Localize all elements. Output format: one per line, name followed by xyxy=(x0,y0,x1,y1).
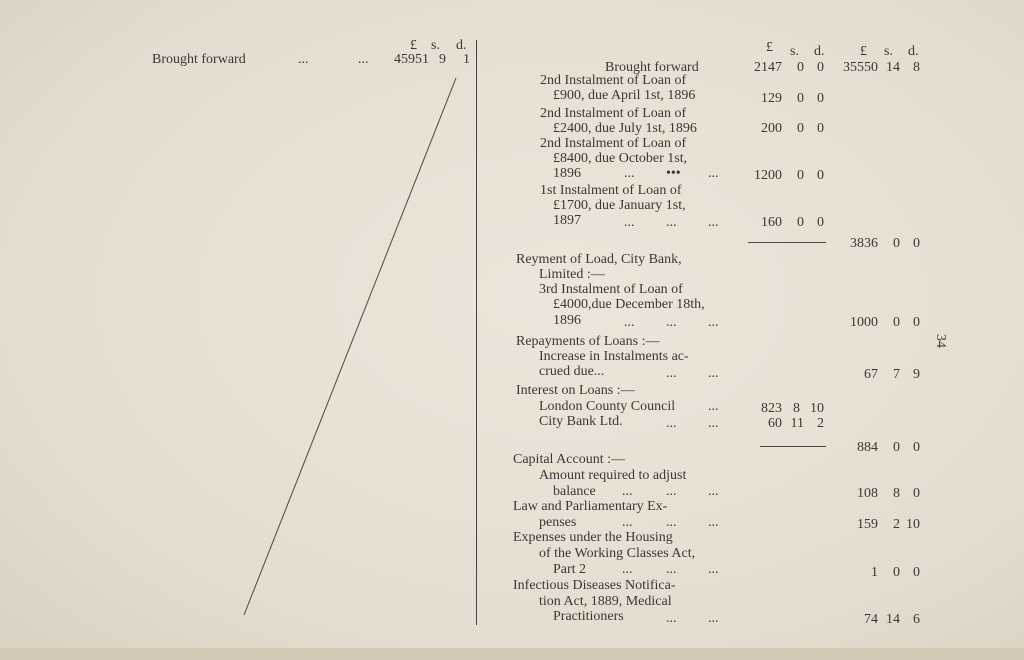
capital-line2: Amount required to adjust xyxy=(539,468,687,483)
city-bank-line1: Reyment of Load, City Bank, xyxy=(516,252,682,267)
interest-total-shillings: 0 xyxy=(893,440,900,455)
infectious-pounds: 74 xyxy=(864,612,878,627)
loan-900-line1: 2nd Instalment of Loan of xyxy=(540,73,687,88)
repayments-line2: Increase in Instalments ac- xyxy=(539,349,689,364)
loan-1700-shillings: 0 xyxy=(797,215,804,230)
bf-c2-pounds: 35550 xyxy=(843,60,878,75)
left-header-pounds: £ xyxy=(410,38,417,53)
loan-2400-pounds: 200 xyxy=(761,121,782,136)
capital-dots2: ... xyxy=(666,484,677,499)
law-shillings: 2 xyxy=(893,517,900,532)
capital-line1: Capital Account :— xyxy=(513,452,625,467)
loan-1700-line2: £1700, due January 1st, xyxy=(553,198,686,213)
city-bank-line2: Limited :— xyxy=(539,267,605,282)
interest-rule xyxy=(760,446,826,447)
right-header-pence2: d. xyxy=(908,44,919,59)
infectious-shillings: 14 xyxy=(886,612,900,627)
infectious-pence: 6 xyxy=(913,612,920,627)
loan-1700-pounds: 160 xyxy=(761,215,782,230)
left-brought-forward-shillings: 9 xyxy=(439,52,446,67)
loan-8400-line1: 2nd Instalment of Loan of xyxy=(540,136,687,151)
loan-8400-pounds: 1200 xyxy=(754,168,782,183)
repayments-pounds: 67 xyxy=(864,367,878,382)
loan-8400-line2: £8400, due October 1st, xyxy=(553,151,688,166)
city-bank-pence: 0 xyxy=(913,315,920,330)
repayments-line1: Repayments of Loans :— xyxy=(516,334,660,349)
loan-8400-dots2: ••• xyxy=(666,166,681,181)
page-number: 34 xyxy=(933,334,948,348)
loan-1700-line3: 1897 xyxy=(553,213,581,228)
right-header-pounds1: £ xyxy=(766,40,773,55)
loan-8400-dots: ... xyxy=(624,166,635,181)
interest-cb-pounds: 60 xyxy=(768,416,782,431)
housing-line2: of the Working Classes Act, xyxy=(539,546,696,561)
interest-lcc-label: London County Council xyxy=(539,399,676,414)
loan-1700-dots: ... xyxy=(624,215,635,230)
capital-pounds: 108 xyxy=(857,486,878,501)
loan-8400-dots3: ... xyxy=(708,166,719,181)
loan-8400-line3: 1896 xyxy=(553,166,581,181)
right-brought-forward-label: Brought forward xyxy=(605,60,699,75)
left-brought-forward-pounds: 45951 xyxy=(394,52,429,67)
interest-heading: Interest on Loans :— xyxy=(516,383,635,398)
left-brought-forward-pence: 1 xyxy=(463,52,470,67)
repayments-line3: crued due... xyxy=(539,364,605,379)
left-brought-forward-label: Brought forward xyxy=(152,52,246,67)
city-bank-dots: ... xyxy=(624,315,635,330)
repayments-shillings: 7 xyxy=(893,367,900,382)
loan-1700-dots2: ... xyxy=(666,215,677,230)
interest-cb-pence: 2 xyxy=(817,416,824,431)
subtotal-shillings: 0 xyxy=(893,236,900,251)
capital-shillings: 8 xyxy=(893,486,900,501)
loan-1700-dots3: ... xyxy=(708,215,719,230)
city-bank-line5: 1896 xyxy=(553,313,581,328)
housing-pence: 0 xyxy=(913,565,920,580)
loan-2400-shillings: 0 xyxy=(797,121,804,136)
repayments-pence: 9 xyxy=(913,367,920,382)
right-header-shillings1: s. xyxy=(790,44,799,59)
capital-line3: balance xyxy=(553,484,596,499)
bf-c1-pounds: 2147 xyxy=(754,60,782,75)
law-pounds: 159 xyxy=(857,517,878,532)
loan-1700-line1: 1st Instalment of Loan of xyxy=(540,183,682,198)
bf-c2-shillings: 14 xyxy=(886,60,900,75)
law-pence: 10 xyxy=(906,517,920,532)
bf-c1-pence: 0 xyxy=(817,60,824,75)
loan-900-shillings: 0 xyxy=(797,91,804,106)
loan-900-line2: £900, due April 1st, 1896 xyxy=(553,88,696,103)
infectious-line2: tion Act, 1889, Medical xyxy=(539,594,672,609)
city-bank-dots2: ... xyxy=(666,315,677,330)
city-bank-line4: £4000,due December 18th, xyxy=(553,297,705,312)
housing-line3: Part 2 xyxy=(553,562,587,577)
interest-cb-label: City Bank Ltd. xyxy=(539,414,623,429)
left-brought-forward-dots: ... xyxy=(298,52,309,67)
repayments-dots: ... xyxy=(666,366,677,381)
housing-dots2: ... xyxy=(666,562,677,577)
infectious-line1: Infectious Diseases Notifica- xyxy=(513,578,676,593)
law-dots3: ... xyxy=(708,515,719,530)
interest-lcc-pounds: 823 xyxy=(761,401,782,416)
capital-pence: 0 xyxy=(913,486,920,501)
subtotal-rule xyxy=(748,242,826,243)
bf-c2-pence: 8 xyxy=(913,60,920,75)
infectious-dots: ... xyxy=(666,611,677,626)
interest-total-pounds: 884 xyxy=(857,440,878,455)
interest-lcc-shillings: 8 xyxy=(793,401,800,416)
interest-cb-dots2: ... xyxy=(708,416,719,431)
loan-2400-line2: £2400, due July 1st, 1896 xyxy=(553,121,697,136)
law-line1: Law and Parliamentary Ex- xyxy=(513,499,668,514)
city-bank-dots3: ... xyxy=(708,315,719,330)
left-header-pence: d. xyxy=(456,38,467,53)
law-line2: penses xyxy=(539,515,577,530)
column-divider xyxy=(476,40,477,625)
housing-pounds: 1 xyxy=(871,565,878,580)
loan-2400-pence: 0 xyxy=(817,121,824,136)
housing-dots3: ... xyxy=(708,562,719,577)
infectious-dots2: ... xyxy=(708,611,719,626)
loan-900-pounds: 129 xyxy=(761,91,782,106)
loan-8400-shillings: 0 xyxy=(797,168,804,183)
left-header-shillings: s. xyxy=(431,38,440,53)
interest-cb-shillings: 11 xyxy=(790,416,804,431)
loan-8400-pence: 0 xyxy=(817,168,824,183)
right-header-pence1: d. xyxy=(814,44,825,59)
repayments-dots2: ... xyxy=(708,366,719,381)
right-header-pounds2: £ xyxy=(860,44,867,59)
loan-1700-pence: 0 xyxy=(817,215,824,230)
infectious-line3: Practitioners xyxy=(553,609,624,624)
housing-dots: ... xyxy=(622,562,633,577)
interest-lcc-pence: 10 xyxy=(810,401,824,416)
interest-lcc-dots: ... xyxy=(708,399,719,414)
capital-dots3: ... xyxy=(708,484,719,499)
right-header-shillings2: s. xyxy=(884,44,893,59)
interest-total-pence: 0 xyxy=(913,440,920,455)
housing-shillings: 0 xyxy=(893,565,900,580)
interest-cb-dots: ... xyxy=(666,416,677,431)
law-dots: ... xyxy=(622,515,633,530)
law-dots2: ... xyxy=(666,515,677,530)
city-bank-line3: 3rd Instalment of Loan of xyxy=(539,282,683,297)
loan-2400-line1: 2nd Instalment of Loan of xyxy=(540,106,687,121)
subtotal-pounds: 3836 xyxy=(850,236,878,251)
city-bank-pounds: 1000 xyxy=(850,315,878,330)
subtotal-pence: 0 xyxy=(913,236,920,251)
left-brought-forward-dots2: ... xyxy=(358,52,369,67)
housing-line1: Expenses under the Housing xyxy=(513,530,673,545)
loan-900-pence: 0 xyxy=(817,91,824,106)
capital-dots: ... xyxy=(622,484,633,499)
bf-c1-shillings: 0 xyxy=(797,60,804,75)
city-bank-shillings: 0 xyxy=(893,315,900,330)
